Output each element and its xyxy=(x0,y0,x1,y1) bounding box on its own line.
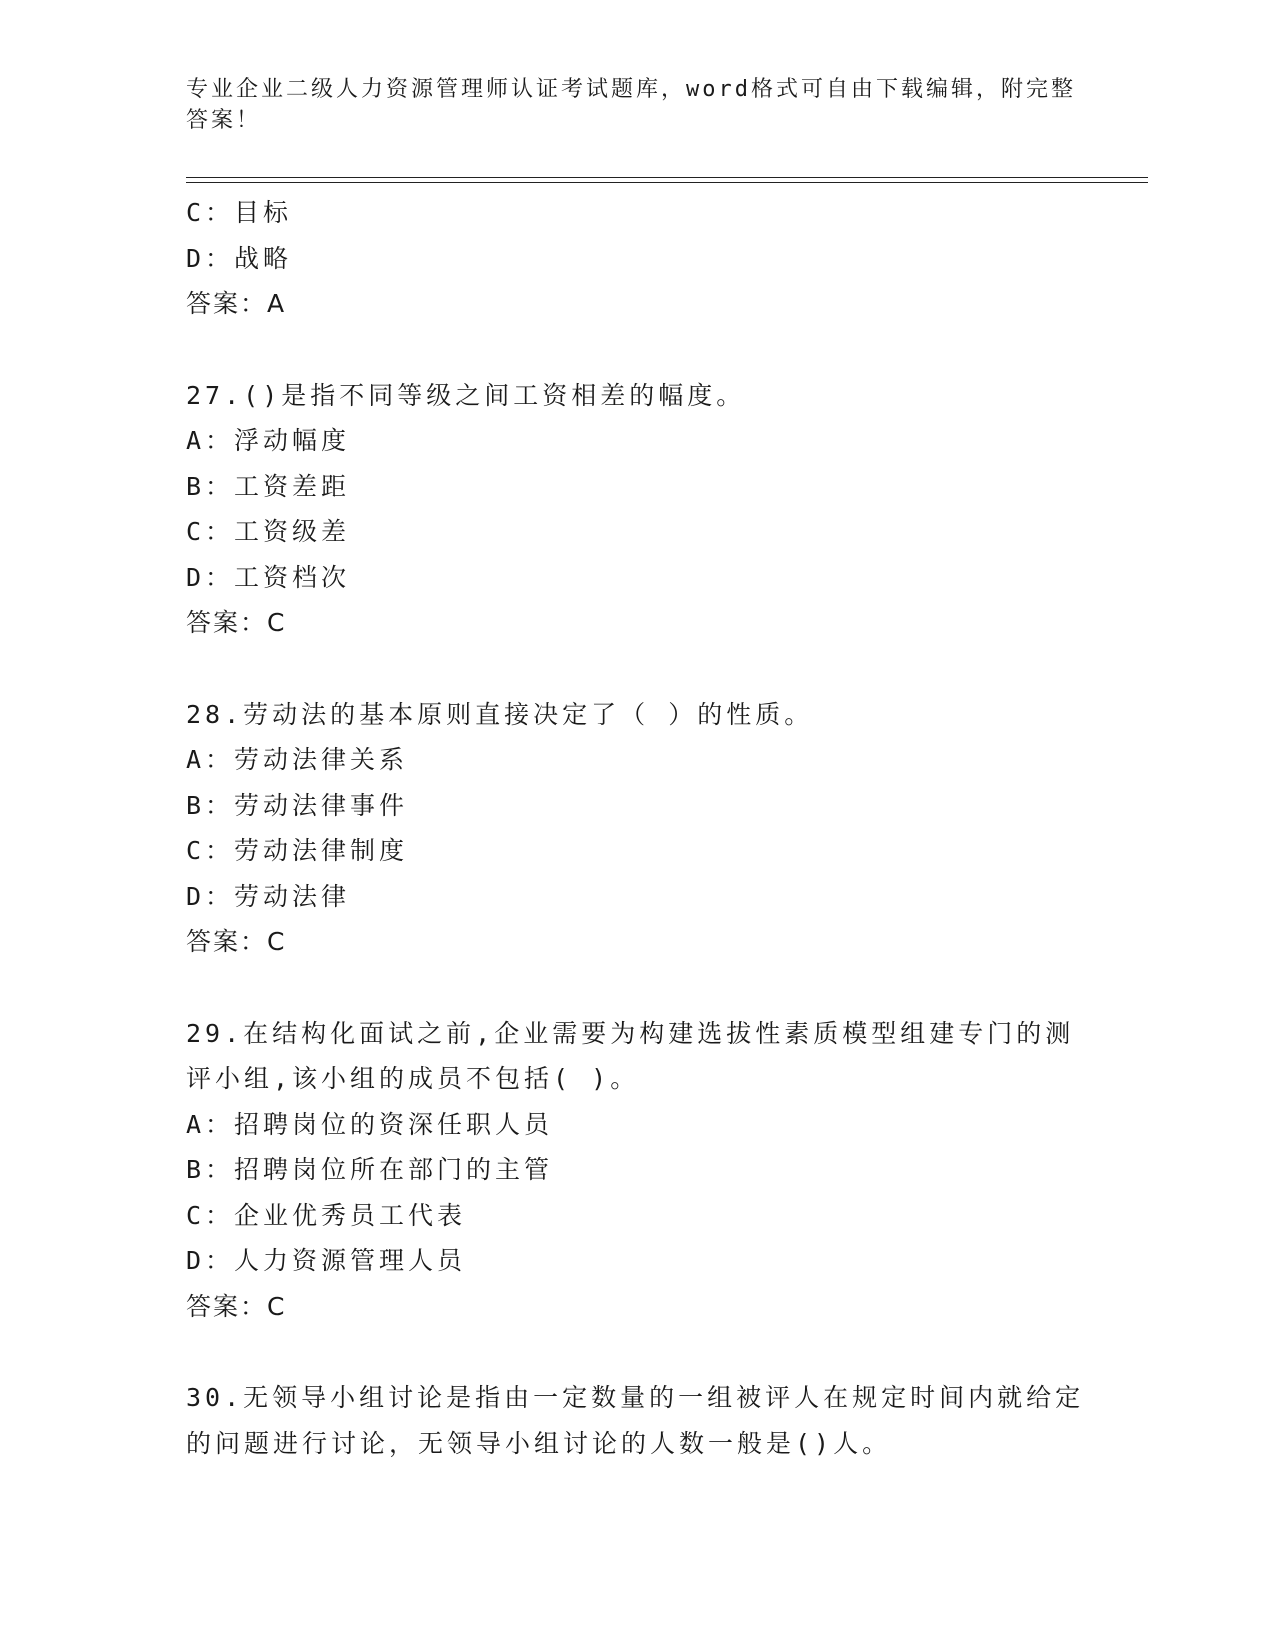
header-divider-top xyxy=(186,177,1148,178)
option-c: C：劳动法律制度 xyxy=(186,836,409,865)
answer-line: 答案：A xyxy=(186,289,287,318)
question-text: 28.劳动法的基本原则直接决定了（ ）的性质。 xyxy=(186,699,814,729)
option-d: D：劳动法律 xyxy=(186,881,351,911)
header-line-1: 专业企业二级人力资源管理师认证考试题库，word格式可自由下载编辑，附完整 xyxy=(186,77,1076,102)
option-a: A：浮动幅度 xyxy=(186,426,351,455)
option-b: B：招聘岗位所在部门的主管 xyxy=(186,1155,554,1184)
header-line-2: 答案！ xyxy=(186,108,262,133)
question-text: 27.()是指不同等级之间工资相差的幅度。 xyxy=(186,380,746,410)
option-d: D：工资档次 xyxy=(186,562,351,592)
option-c: C：工资级差 xyxy=(186,517,351,546)
answer-line: 答案：C xyxy=(186,608,287,637)
option-c: C：企业优秀员工代表 xyxy=(186,1200,467,1230)
option-d: D：人力资源管理人员 xyxy=(186,1246,467,1275)
question-block-27 xyxy=(186,373,1086,646)
header-divider-bottom xyxy=(186,182,1148,183)
answer-line: 答案：C xyxy=(186,927,287,956)
question-block-26 xyxy=(186,190,1086,327)
document-header xyxy=(186,74,1086,136)
question-block-29 xyxy=(186,1011,1086,1330)
option-c: C：目标 xyxy=(186,198,293,227)
question-text-line-2: 的问题进行讨论，无领导小组讨论的人数一般是()人。 xyxy=(186,1428,892,1458)
question-list xyxy=(186,190,1086,1466)
question-text-line-1: 29.在结构化面试之前,企业需要为构建选拔性素质模型组建专门的测 xyxy=(186,1018,1075,1048)
option-a: A：招聘岗位的资深任职人员 xyxy=(186,1109,554,1139)
question-text-line-1: 30.无领导小组讨论是指由一定数量的一组被评人在规定时间内就给定 xyxy=(186,1383,1085,1412)
question-text-line-2: 评小组,该小组的成员不包括( )。 xyxy=(186,1064,640,1093)
option-d: D：战略 xyxy=(186,243,293,273)
answer-line: 答案：C xyxy=(186,1291,287,1321)
option-b: B：工资差距 xyxy=(186,471,351,501)
question-block-28 xyxy=(186,692,1086,965)
option-a: A：劳动法律关系 xyxy=(186,745,409,774)
question-block-30 xyxy=(186,1375,1086,1466)
option-b: B：劳动法律事件 xyxy=(186,790,409,820)
